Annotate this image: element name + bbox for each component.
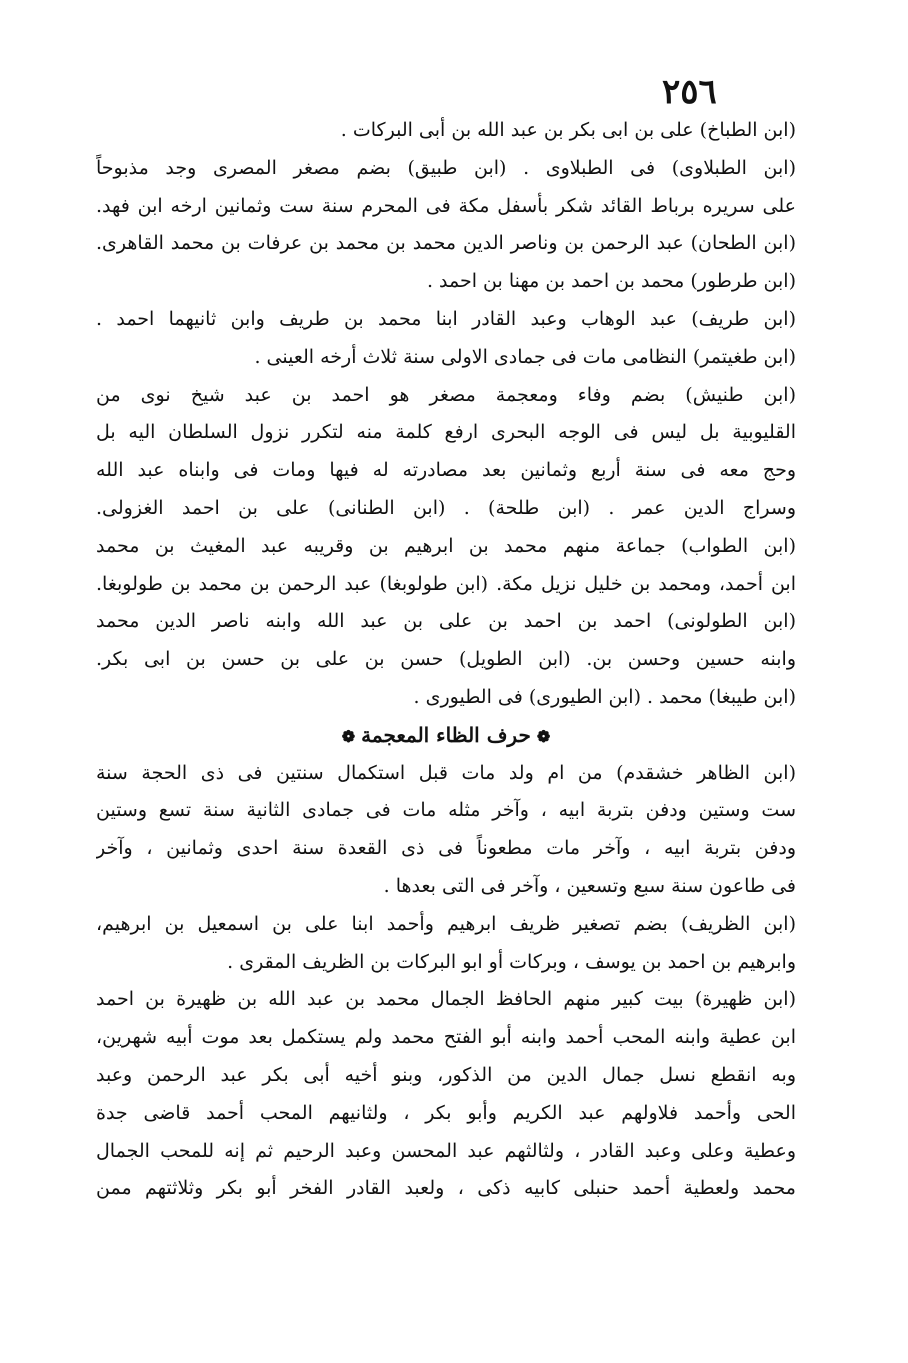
text-line: وابرهيم بن احمد بن يوسف ، وبركات أو ابو البركات بن الظريف المقرى .	[227, 950, 796, 973]
section-heading-text: حرف الظاء المعجمة	[361, 722, 531, 747]
text-line: الحى وأحمد فلاولهم عبد الكريم وأبو بكر ، ولثانيهم المحب أحمد قاضى جدة	[96, 1101, 796, 1124]
page-body	[96, 112, 796, 1208]
text-line: (ابن الطولونى) احمد بن احمد بن على بن عبد الله وابنه ناصر الدين محمد	[96, 610, 796, 633]
text-line: محمد ولعطية أحمد حنبلى كابيه ذكى ، ولعبد القادر الفخر أبو بكر وثلاثتهم ممن	[96, 1177, 796, 1200]
text-line: (ابن طغيتمر) النظامى مات فى جمادى الاولى سنة ثلاث أرخه العينى .	[254, 345, 796, 368]
ornament-icon: ❁	[536, 726, 551, 746]
text-line: (ابن الظاهر خشقدم) من ام ولد مات قبل استكمال سنتين فى ذى الحجة سنة	[96, 761, 796, 784]
text-line: ابن أحمد، ومحمد بن خليل نزيل مكة. (ابن طولوبغا) عبد الرحمن بن محمد بن طولوبغا.	[96, 572, 796, 595]
page-number: ٢٥٦	[662, 72, 717, 112]
text-line: (ابن الطباخ) على بن ابى بكر بن عبد الله بن أبى البركات .	[340, 119, 796, 141]
text-line: (ابن الطحان) عبد الرحمن بن وناصر الدين محمد بن محمد بن عرفات بن محمد القاهرى.	[96, 232, 796, 255]
text-line: (ابن الطواب) جماعة منهم محمد بن ابرهيم بن وقريبه عبد المغيث بن محمد	[96, 534, 796, 557]
text-line: ابن عطية وابنه المحب أحمد وابنه أبو الفتح محمد ولم يستكمل بعد موت أبيه شهرين،	[96, 1026, 796, 1049]
text-line: وعطية وعلى وعبد القادر ، ولثالثهم عبد المحسن وعبد الرحيم ثم إنه للمحب الجمال	[96, 1139, 796, 1162]
section-heading	[96, 717, 796, 755]
text-line: وبه انقطع نسل جمال الدين من الذكور، وبنو أخيه أبى بكر عبد الرحمن وعبد	[96, 1063, 796, 1086]
text-line: وابنه حسين وحسن بن. (ابن الطويل) حسن بن على بن حسن بن ابى بكر.	[96, 648, 796, 671]
text-line: (ابن طيبغا) محمد . (ابن الطيورى) فى الطيورى .	[413, 685, 796, 708]
text-line: ست وستين ودفن بتربة ابيه ، وآخر مثله مات فى جمادى الثانية سنة تسع وستين	[96, 799, 796, 822]
text-line: (ابن طريف) عبد الوهاب وعبد القادر ابنا محمد بن طريف وابن ثانيهما احمد .	[96, 307, 796, 330]
text-line: (ابن طنيش) بضم وفاء ومعجمة مصغر هو احمد بن عبد شيخ نوى من	[96, 383, 796, 406]
text-line: (ابن ظهيرة) بيت كبير منهم الحافظ الجمال محمد بن عبد الله بن ظهيرة بن احمد	[96, 988, 796, 1011]
text-line: ودفن بتربة ابيه ، وآخر مات مطعوناً فى ذى القعدة سنة احدى وثمانين ، وآخر	[96, 837, 796, 860]
text-line: القليوبية بل ليس فى الوجه البحرى ارفع كلمة منه لتكرر نزول السلطان اليه بل	[96, 421, 796, 444]
text-line: على سريره برباط القائد شكر بأسفل مكة فى المحرم سنة ست وثمانين ارخه ابن فهد.	[96, 194, 796, 217]
text-line: وسراج الدين عمر . (ابن طلحة) . (ابن الطنانى) على بن احمد الغزولى.	[96, 496, 796, 519]
text-line: وحج معه فى سنة أربع وثمانين بعد مصادرته له فيها ومات فى وابناه عبد الله	[96, 459, 796, 482]
text-line: (ابن الظريف) بضم تصغير ظريف ابرهيم وأحمد ابنا على بن اسمعيل بن ابرهيم،	[96, 912, 796, 935]
text-line: (ابن طرطور) محمد بن احمد بن مهنا بن احمد .	[426, 270, 796, 293]
text-line: فى طاعون سنة سبع وتسعين ، وآخر فى التى بعدها .	[383, 874, 796, 897]
ornament-icon: ❁	[341, 726, 356, 746]
text-line: (ابن الطبلاوى) فى الطبلاوى . (ابن طبيق) بضم مصغر المصرى وجد مذبوحاً	[96, 156, 796, 179]
